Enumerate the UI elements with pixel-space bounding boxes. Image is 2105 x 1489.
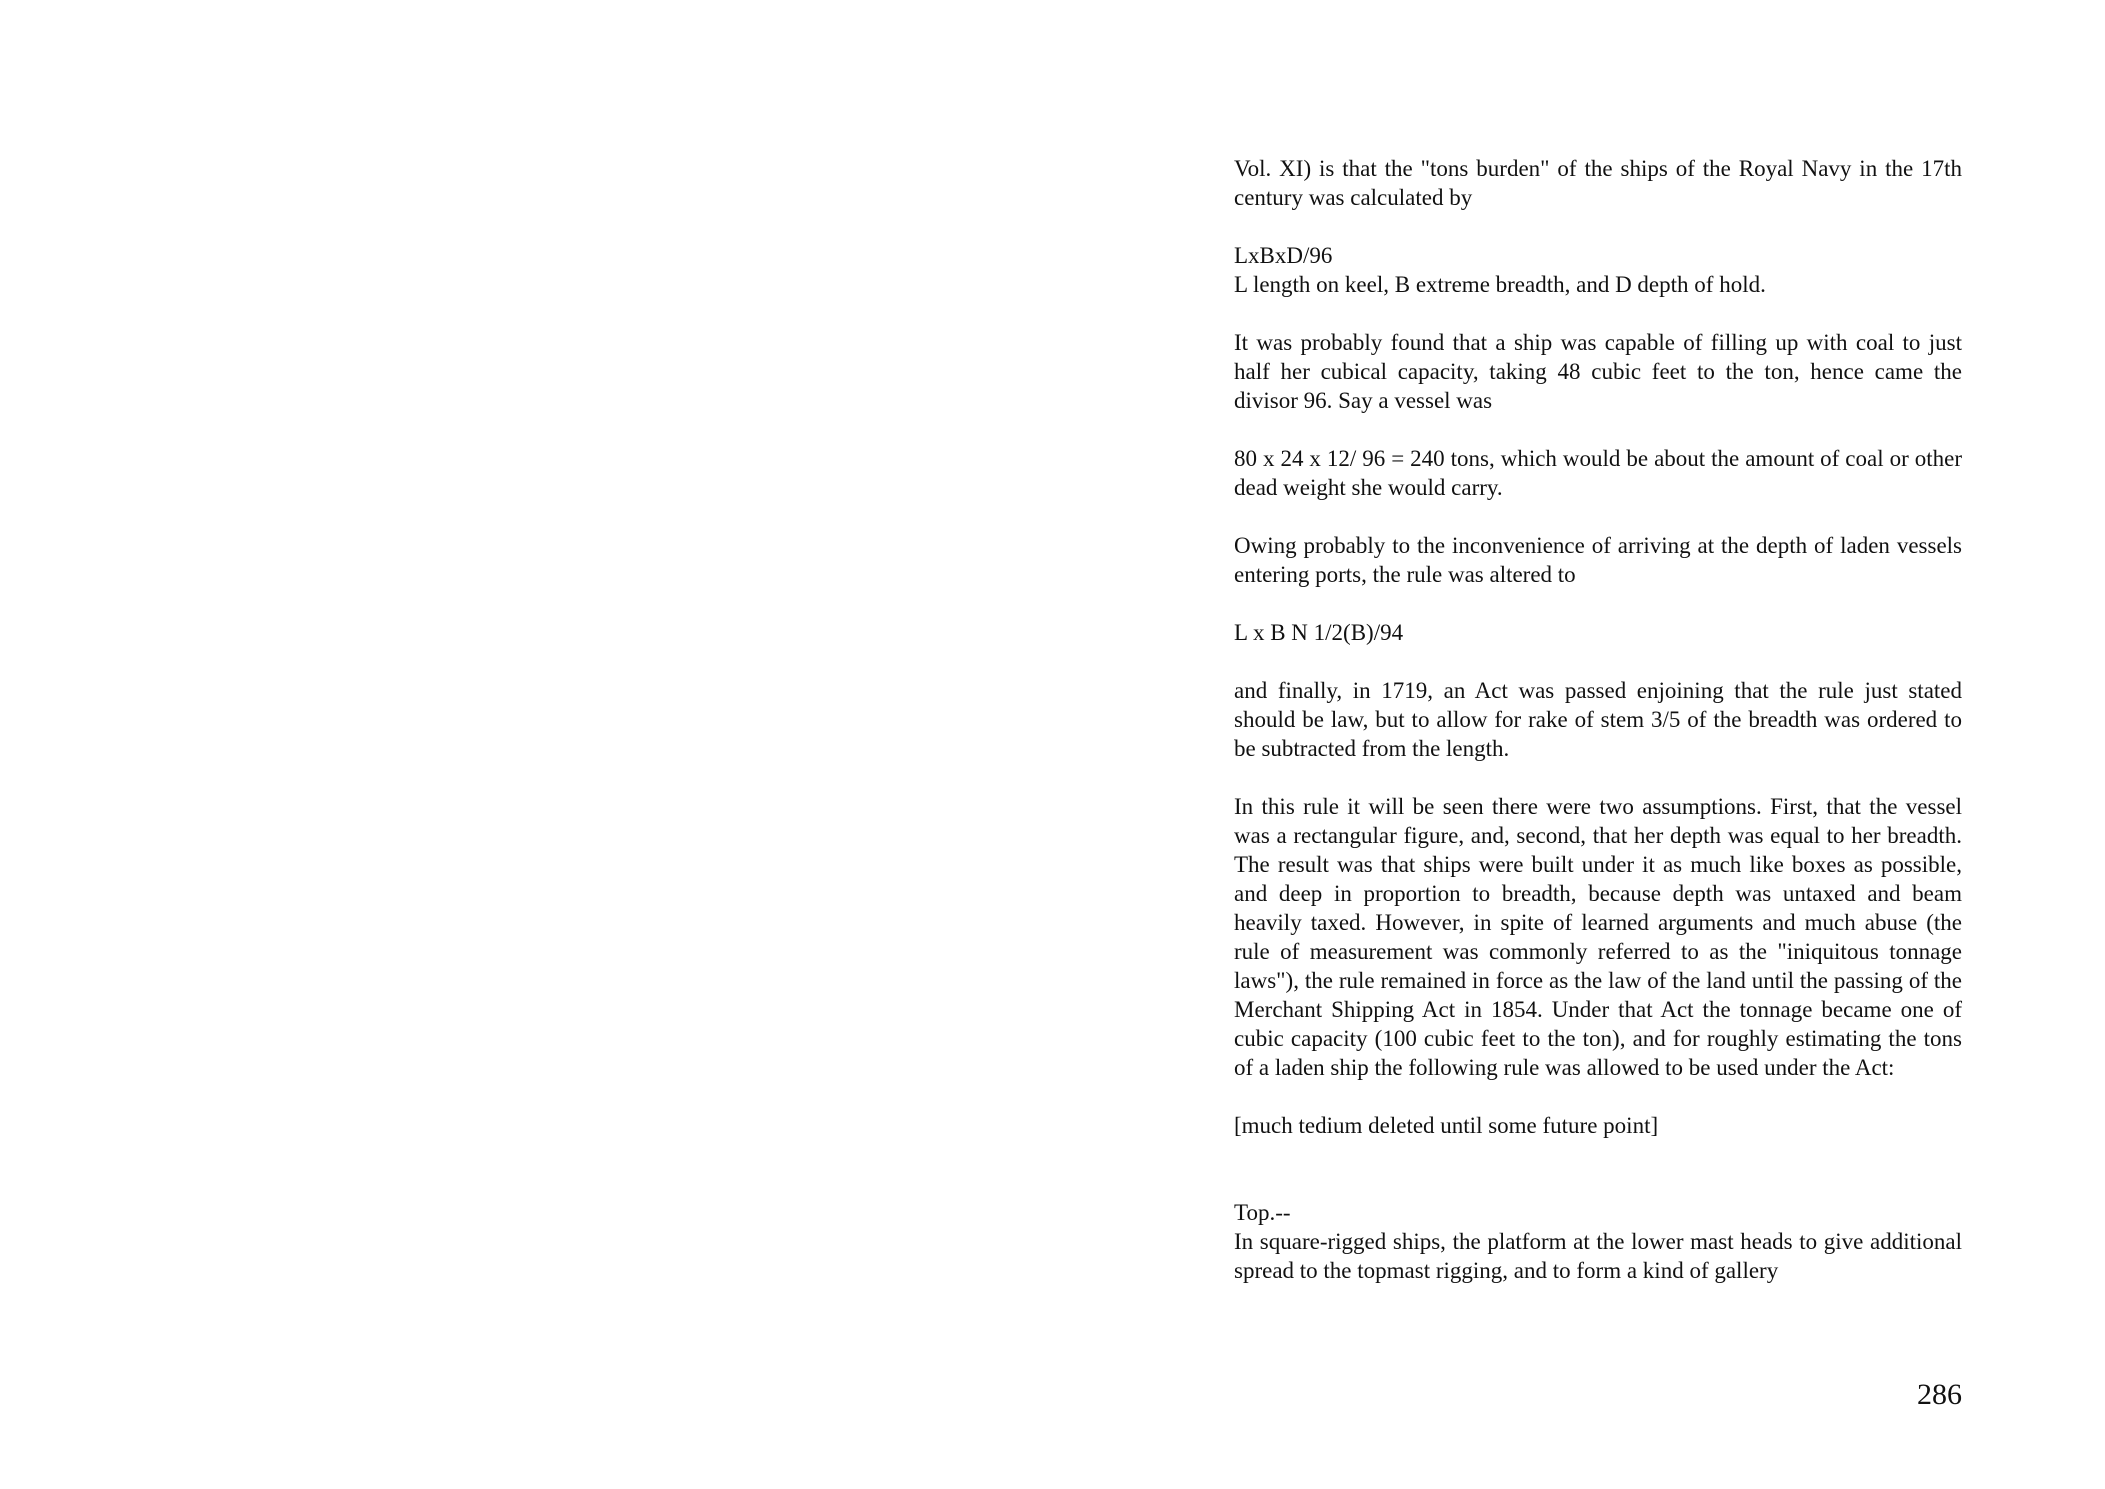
formula-lxbn: L x B N 1/2(B)/94 (1234, 620, 1404, 645)
paragraph-vol-xi: Vol. XI) is that the "tons burden" of the ships of the Royal Navy in the 17th century was calculated by (1234, 156, 1962, 210)
right-page-text (1234, 154, 1962, 1285)
blank-left-page (0, 0, 1050, 1489)
paragraph-assumptions: In this rule it will be seen there were two assumptions. First, that the vessel was a rectangular figure, and, second, that her depth was equal to her breadth. The result was that ships were built under it as much like boxes as possible, and deep in proportion to breadth, because depth was untaxed and beam heavily taxed. However, in spite of learned arguments and much abuse (the rule of measurement was commonly referred to as the "iniquitous tonnage laws"), the rule remained in force as the law of the land until the passing of the Merchant Shipping Act in 1854. Under that Act the tonnage became one of cubic capacity (100 cubic feet to the ton), and for roughly estimating the tons of a laden ship the following rule was allowed to be used under the Act: (1234, 794, 1962, 1080)
paragraph-gap (1234, 212, 1962, 241)
paragraph-coal-capacity: It was probably found that a ship was capable of filling up with coal to just half her cubical capacity, taking 48 cubic feet to the ton, hence came the divisor 96. Say a vessel was (1234, 330, 1962, 413)
paragraph-gap (1234, 502, 1962, 531)
paragraph-example-calc: 80 x 24 x 12/ 96 = 240 tons, which would be about the amount of coal or other dead weight she would carry. (1234, 446, 1962, 500)
paragraph-gap (1234, 647, 1962, 676)
editorial-note: [much tedium deleted until some future point] (1234, 1113, 1659, 1138)
paragraph-rule-altered: Owing probably to the inconvenience of arriving at the depth of laden vessels entering ports, the rule was altered to (1234, 533, 1962, 587)
paragraph-gap (1234, 589, 1962, 618)
section-gap (1234, 1140, 1962, 1198)
paragraph-gap (1234, 299, 1962, 328)
paragraph-gap (1234, 415, 1962, 444)
paragraph-gap (1234, 763, 1962, 792)
paragraph-gap (1234, 1082, 1962, 1111)
page-number: 286 (1917, 1378, 1962, 1411)
formula-note: L length on keel, B extreme breadth, and D depth of hold. (1234, 272, 1766, 297)
formula-lxbxd: LxBxD/96 (1234, 243, 1333, 268)
paragraph-top-definition: In square-rigged ships, the platform at the lower mast heads to give additional spread to the topmast rigging, and to form a kind of gallery (1234, 1229, 1962, 1283)
entry-heading-top: Top.-- (1234, 1200, 1291, 1225)
paragraph-act-1719: and finally, in 1719, an Act was passed enjoining that the rule just stated should be law, but to allow for rake of stem 3/5 of the breadth was ordered to be subtracted from the length. (1234, 678, 1962, 761)
